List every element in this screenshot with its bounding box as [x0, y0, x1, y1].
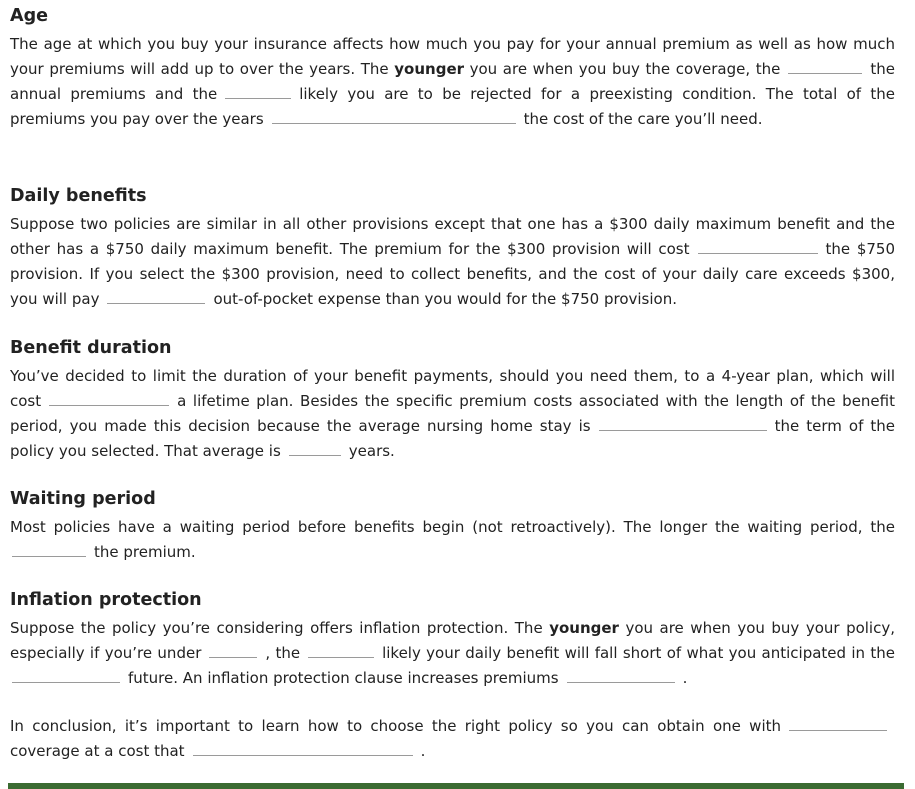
paragraph-daily-benefits — [10, 212, 895, 312]
text: you are when you buy the coverage, the — [464, 60, 781, 78]
paragraph-conclusion — [10, 714, 895, 764]
text: likely your daily benefit will fall short of what you anticipated in the — [382, 644, 895, 662]
text: Suppose the policy you’re considering offers inflation protection. The — [10, 619, 550, 637]
text: the premium. — [94, 543, 196, 561]
paragraph-age — [10, 32, 895, 132]
text: likely you are to be rejected for a preexisting condition. The total of the premiums you pay over the years — [10, 85, 895, 128]
text: future. An inflation protection clause increases premiums — [128, 669, 559, 687]
text: coverage at a cost that — [10, 742, 185, 760]
blank-inflation-1[interactable] — [209, 641, 257, 658]
text: You’ve decided to limit the duration of your benefit payments, should you need them, to a 4-year plan, which will cost — [10, 367, 895, 410]
text: . — [682, 669, 688, 687]
text: Most policies have a waiting period before benefits begin (not retroactively). The longer the waiting period, the — [10, 518, 895, 536]
blank-daily-2[interactable] — [107, 287, 205, 304]
blank-inflation-3[interactable] — [12, 666, 120, 683]
blank-duration-3[interactable] — [289, 439, 341, 456]
blank-waiting-1[interactable] — [12, 540, 86, 557]
blank-conclusion-1[interactable] — [789, 714, 887, 731]
section-inflation-protection — [10, 590, 895, 691]
section-benefit-duration — [10, 338, 895, 464]
blank-age-1[interactable] — [788, 57, 862, 74]
blank-inflation-4[interactable] — [567, 666, 675, 683]
text: the $750 provision. If you select the $300 provision, need to collect benefits, and the cost of your daily care exceeds $300, you will pay — [10, 240, 895, 308]
text: Suppose two policies are similar in all other provisions except that one has a $300 daily maximum benefit and the other has a $750 daily maximum benefit. The premium for the $300 provision will cost — [10, 215, 895, 258]
section-title-inflation-protection: Inflation protection — [10, 590, 202, 610]
blank-duration-2[interactable] — [599, 414, 767, 431]
text: , the — [265, 644, 301, 662]
emphasis-text: younger — [394, 60, 465, 78]
section-title-age: Age — [10, 6, 49, 26]
paragraph-benefit-duration — [10, 364, 895, 464]
footer-bar — [8, 783, 904, 789]
blank-conclusion-2[interactable] — [193, 739, 413, 756]
section-daily-benefits — [10, 186, 895, 312]
section-waiting-period — [10, 489, 895, 565]
blank-age-2[interactable] — [225, 82, 291, 99]
text: the cost of the care you’ll need. — [523, 110, 763, 128]
text: the annual premiums and the — [10, 60, 895, 103]
emphasis-text: younger — [549, 619, 619, 637]
text: a lifetime plan. Besides the specific premium costs associated with the length of the benefit period, you made this decision because the average nursing home stay is — [10, 392, 895, 435]
section-conclusion — [10, 714, 895, 764]
text: the term of the policy you selected. That average is — [10, 417, 896, 460]
text: In conclusion, it’s important to learn how to choose the right policy so you can obtain one with — [10, 717, 781, 735]
blank-inflation-2[interactable] — [308, 641, 374, 658]
text: out-of-pocket expense than you would for the $750 provision. — [213, 290, 677, 308]
blank-daily-1[interactable] — [698, 237, 818, 254]
section-title-daily-benefits: Daily benefits — [10, 186, 147, 206]
paragraph-inflation-protection — [10, 616, 895, 691]
section-age — [10, 6, 895, 132]
text: . — [420, 742, 426, 760]
text: The age at which you buy your insurance affects how much you pay for your annual premium as well as how much your premiums will add up to over the years. The — [10, 35, 895, 78]
section-title-waiting-period: Waiting period — [10, 489, 156, 509]
text: years. — [348, 442, 395, 460]
blank-duration-1[interactable] — [49, 389, 169, 406]
section-title-benefit-duration: Benefit duration — [10, 338, 172, 358]
blank-age-3[interactable] — [272, 107, 516, 124]
paragraph-waiting-period — [10, 515, 895, 565]
text: you are when you buy your policy, especially if you’re under — [10, 619, 895, 662]
